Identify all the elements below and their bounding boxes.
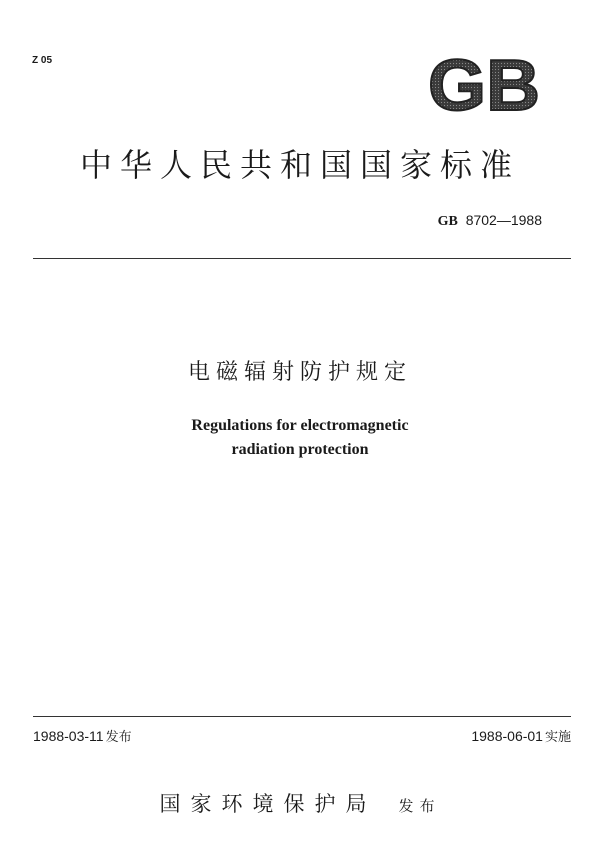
issue-date: 1988-03-11 [33,728,104,744]
title-chinese: 电磁辐射防护规定 [187,360,412,385]
implement-date-block [471,726,571,745]
implement-date: 1988-06-01 [471,728,543,744]
title-english [0,414,600,462]
standard-code: GB [437,214,458,229]
ccs-code: Z 05 [32,55,53,66]
title-english-line2: radiation protection [231,441,369,458]
issue-label: 发布 [105,730,132,745]
gb-logo-graphic [425,50,543,120]
bottom-divider [33,716,571,717]
standard-number [438,212,542,230]
top-divider [33,258,571,259]
title-english-line1: Regulations for electromagnetic [191,417,409,434]
issue-date-block [33,726,132,745]
gb-logo [425,50,543,120]
implement-label: 实施 [544,730,571,745]
standard-number-value: 8702—1988 [465,212,542,228]
gb-logo-text: GB [428,50,540,120]
issuer-suffix: 发布 [398,797,441,815]
national-standard-title: 中华人民共和国国家标准 [79,146,520,184]
issuer-name: 国家环境保护局 [159,792,377,816]
issuer-block [0,788,600,818]
